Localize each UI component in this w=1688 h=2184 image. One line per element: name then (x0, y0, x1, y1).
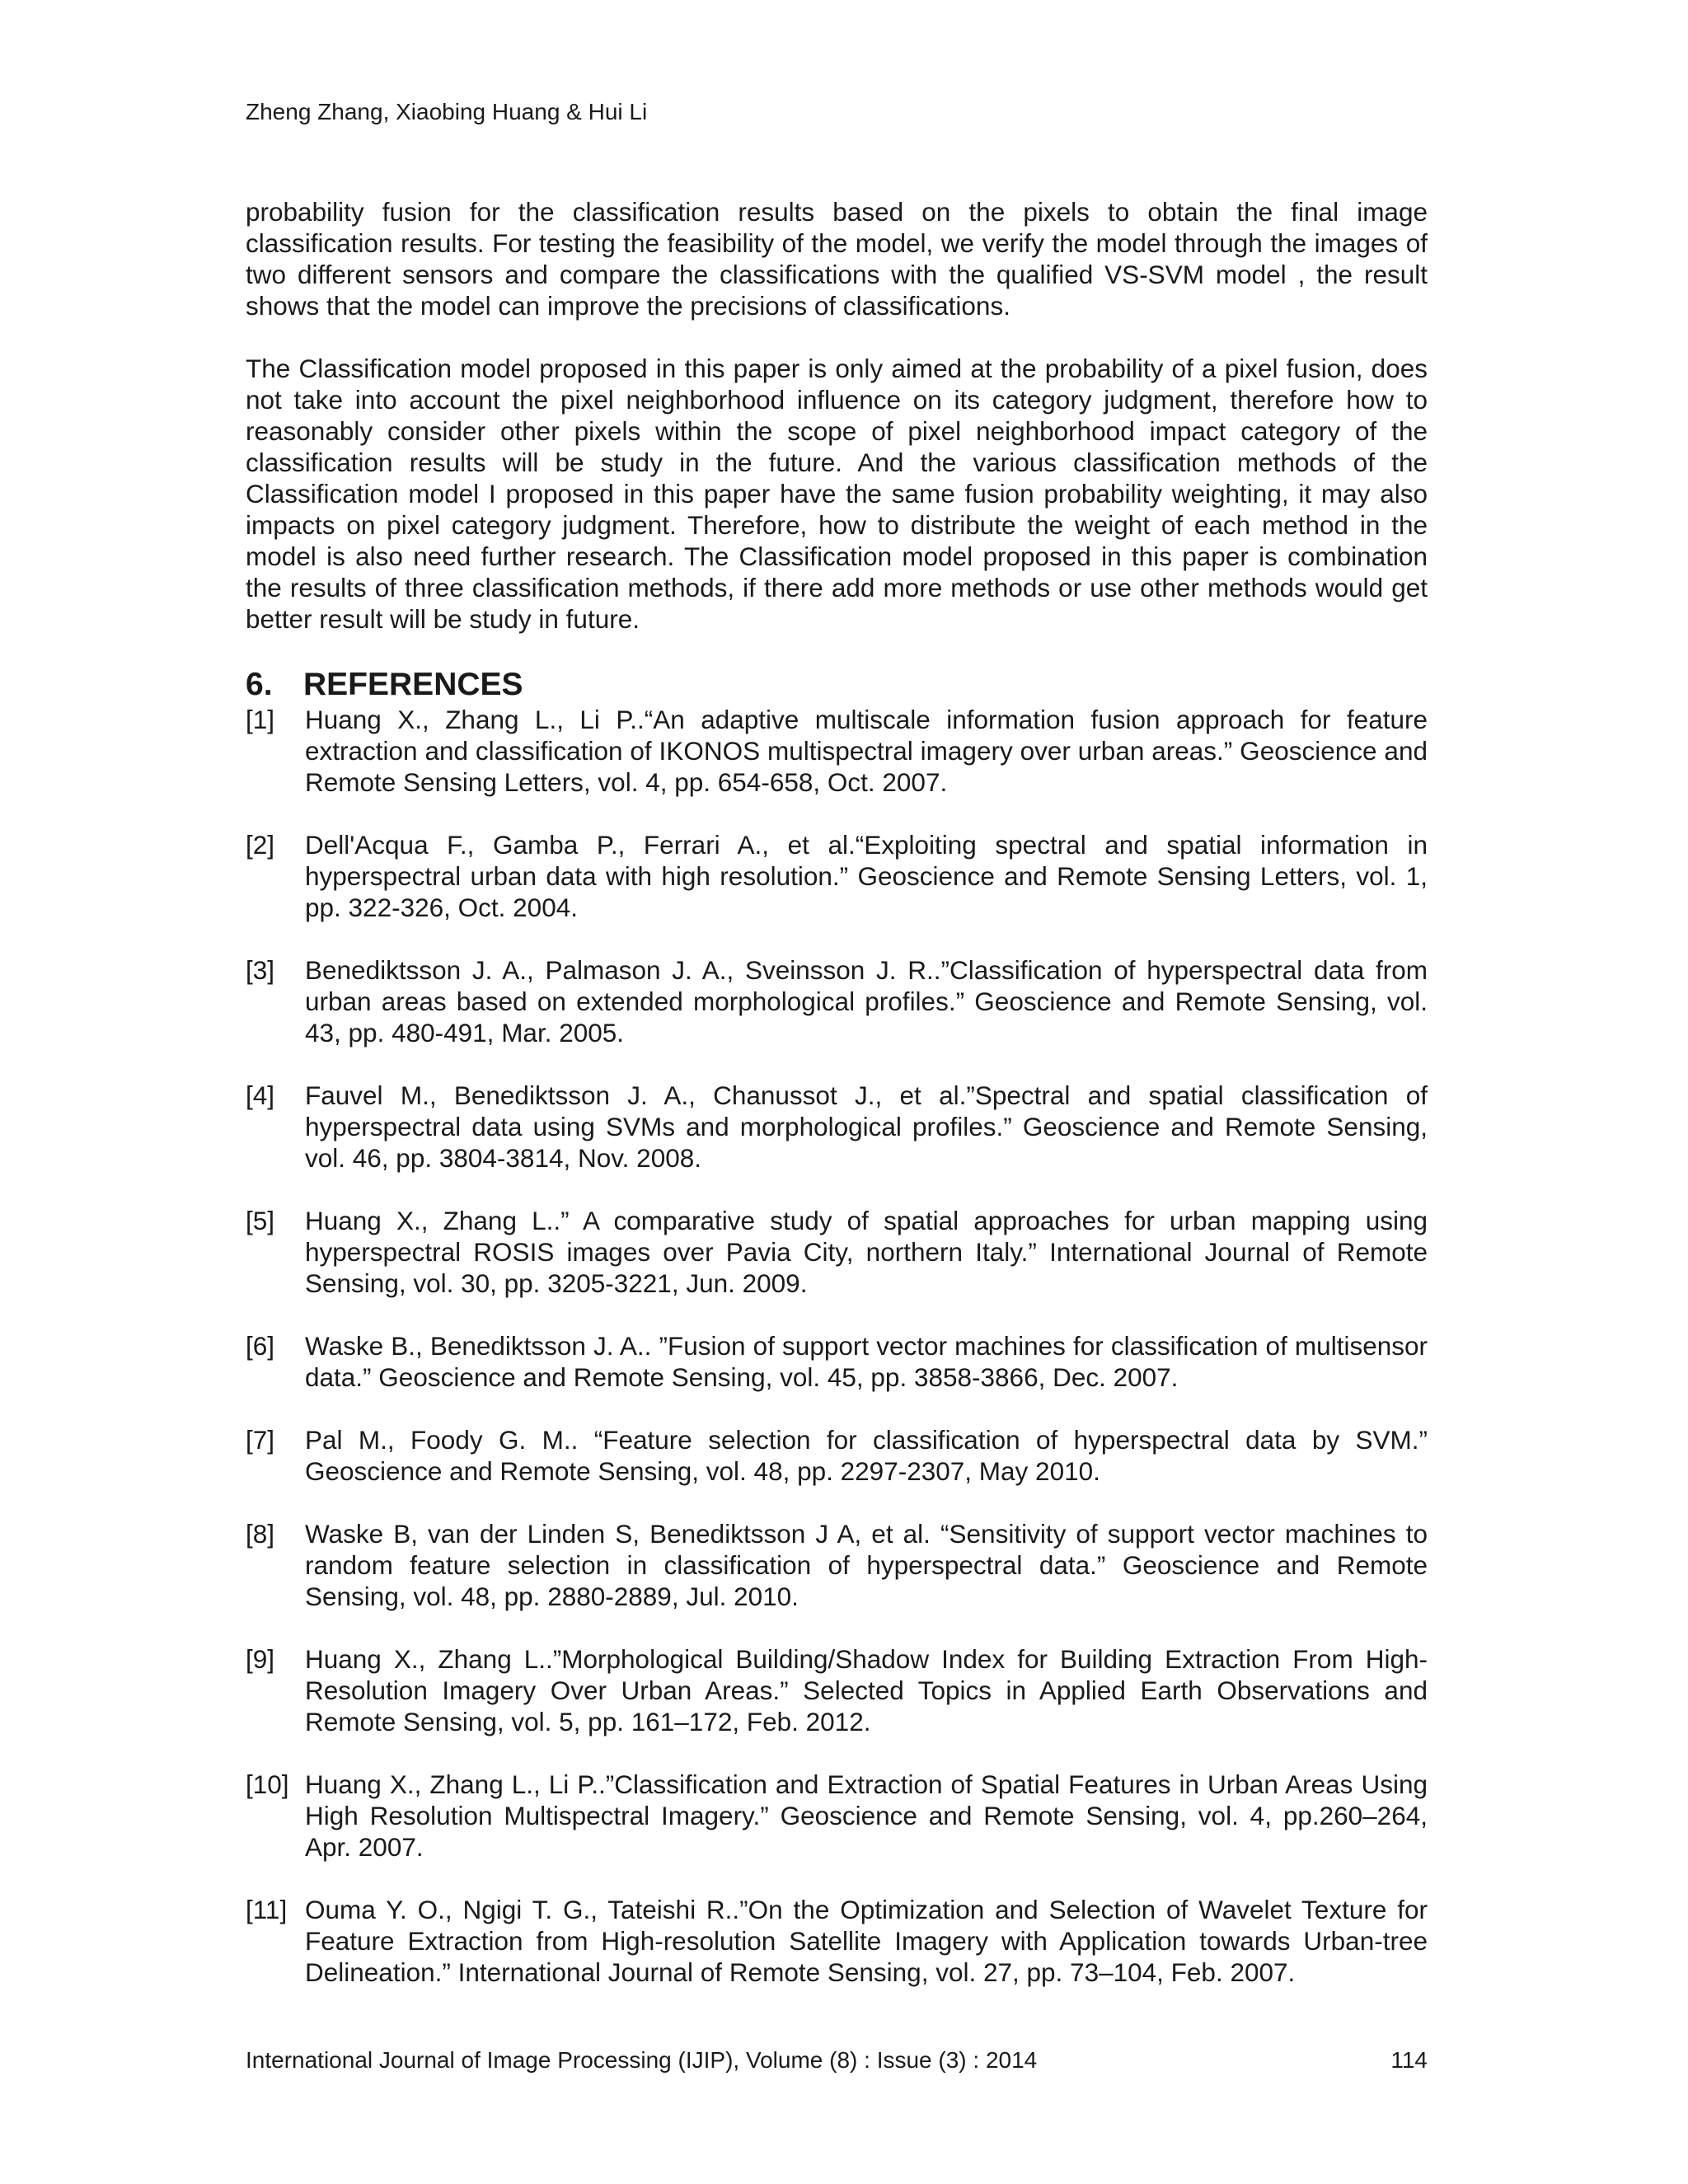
reference-index: [11] (246, 1895, 288, 1924)
reference-item (246, 1769, 1428, 1863)
reference-item (246, 704, 1428, 798)
reference-text: Huang X., Zhang L..”Morphological Building/Shadow Index for Building Extraction From High-Resolution Imagery Over Urban Areas.” Selected Topics in Applied Earth Observations and Remote Sensing, vol. 5, pp. 161–172, Feb. 2012. (305, 1644, 1428, 1736)
reference-index: [8] (246, 1519, 275, 1549)
reference-text: Fauvel M., Benediktsson J. A., Chanussot J., et al.”Spectral and spatial classification of hyperspectral data using SVMs and morphological profiles.” Geoscience and Remote Sensing, vol. 46, pp. 3804-3814, Nov. 2008. (305, 1080, 1428, 1173)
running-head-authors: Zheng Zhang, Xiaobing Huang & Hui Li (246, 99, 648, 124)
reference-text: Huang X., Zhang L..” A comparative study of spatial approaches for urban mapping using hyperspectral ROSIS images over Pavia City, northern Italy.” International Journal of Remote Sensing, vol. 30, pp. 3205-3221, Jun. 2009. (305, 1206, 1428, 1298)
reference-text: Pal M., Foody G. M.. “Feature selection for classification of hyperspectral data by SVM.” Geoscience and Remote Sensing, vol. 48, pp. 2297-2307, May 2010. (305, 1425, 1428, 1486)
reference-text: Ouma Y. O., Ngigi T. G., Tateishi R..”On the Optimization and Selection of Wavelet Texture for Feature Extraction from High-resolution Satellite Imagery with Application towards Urban-tree Delineation.” International Journal of Remote Sensing, vol. 27, pp. 73–104, Feb. 2007. (305, 1895, 1428, 1987)
reference-item (246, 1330, 1428, 1393)
reference-index: [9] (246, 1644, 275, 1674)
section-number: 6. (246, 667, 273, 702)
reference-text: Benediktsson J. A., Palmason J. A., Sveinsson J. R..”Classification of hyperspectral data from urban areas based on extended morphological profiles.” Geoscience and Remote Sensing, vol. 43, pp. 480-491, Mar. 2005. (305, 955, 1428, 1047)
reference-text: Dell'Acqua F., Gamba P., Ferrari A., et al.“Exploiting spectral and spatial information in hyperspectral urban data with high resolution.” Geoscience and Remote Sensing Letters, vol. 1, pp. 322-326, Oct. 2004. (305, 830, 1428, 922)
reference-index: [7] (246, 1425, 275, 1455)
page-number: 114 (1390, 2047, 1428, 2073)
reference-item (246, 1424, 1428, 1487)
reference-item (246, 1894, 1428, 1988)
body-paragraph: probability fusion for the classification results based on the pixels to obtain the final image classification results. For testing the feasibility of the model, we verify the model through the images of two different sensors and compare the classifications with the qualified VS-SVM model , the result shows that the model can improve the precisions of classifications. (246, 197, 1428, 321)
footer-journal: International Journal of Image Processing (IJIP), Volume (8) : Issue (3) : 2014 (246, 2047, 1038, 2073)
reference-text: Huang X., Zhang L., Li P..”Classification and Extraction of Spatial Features in Urban Areas Using High Resolution Multispectral Imagery.” Geoscience and Remote Sensing, vol. 4, pp.260–264, Apr. 2007. (305, 1769, 1428, 1862)
paper-body (246, 196, 1428, 2019)
reference-text: Waske B., Benediktsson J. A.. ”Fusion of support vector machines for classification of multisensor data.” Geoscience and Remote Sensing, vol. 45, pp. 3858-3866, Dec. 2007. (305, 1331, 1428, 1392)
reference-item (246, 1643, 1428, 1737)
reference-index: [4] (246, 1080, 275, 1110)
reference-item (246, 1518, 1428, 1612)
section-title: REFERENCES (303, 667, 523, 702)
references-heading (246, 666, 1428, 704)
body-paragraph: The Classification model proposed in this paper is only aimed at the probability of a pixel fusion, does not take into account the pixel neighborhood influence on its category judgment, therefore how to reasonably consider other pixels within the scope of pixel neighborhood impact category of the classification results will be study in the future. And the various classification methods of the Classification model I proposed in this paper have the same fusion probability weighting, it may also impacts on pixel category judgment. Therefore, how to distribute the weight of each method in the model is also need further research. The Classification model proposed in this paper is combination the results of three classification methods, if there add more methods or use other methods would get better result will be study in future. (246, 354, 1428, 634)
page-footer (246, 2046, 1428, 2075)
reference-item (246, 1080, 1428, 1174)
reference-text: Huang X., Zhang L., Li P..“An adaptive multiscale information fusion approach for feature extraction and classification of IKONOS multispectral imagery over urban areas.” Geoscience and Remote Sensing Letters, vol. 4, pp. 654-658, Oct. 2007. (305, 705, 1428, 797)
reference-list (246, 704, 1428, 1988)
reference-index: [1] (246, 705, 275, 734)
reference-index: [5] (246, 1206, 275, 1235)
reference-item (246, 1205, 1428, 1299)
reference-item (246, 829, 1428, 923)
reference-text: Waske B, van der Linden S, Benediktsson J A, et al. “Sensitivity of support vector machines to random feature selection in classification of hyperspectral data.” Geoscience and Remote Sensing, vol. 48, pp. 2880-2889, Jul. 2010. (305, 1519, 1428, 1611)
reference-index: [3] (246, 955, 275, 985)
reference-index: [2] (246, 830, 275, 860)
reference-item (246, 954, 1428, 1048)
reference-index: [6] (246, 1331, 275, 1361)
reference-index: [10] (246, 1769, 289, 1799)
